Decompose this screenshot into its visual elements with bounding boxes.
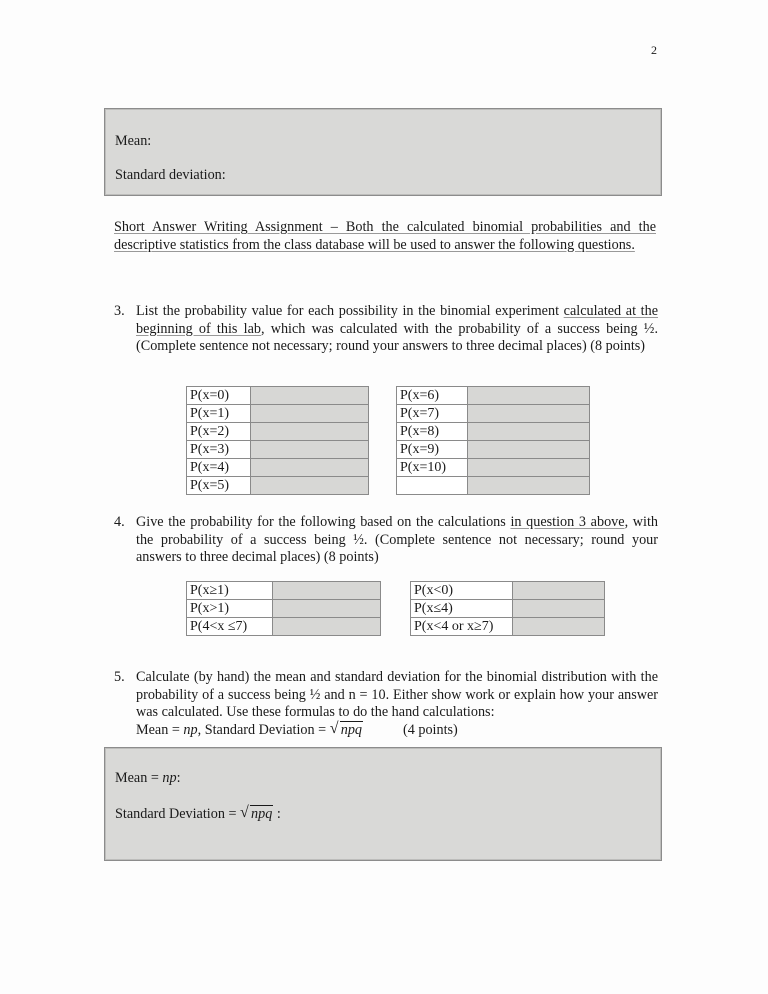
question-number: 5. [114, 669, 125, 685]
answer-cell[interactable] [273, 582, 381, 600]
question-text: Give the probability for the following based on the calculations in question 3 above, with the probability of a success being ½. (Complete sentence not necessary; round your answers to three decimal places) (8 points) [136, 514, 658, 565]
sqrt-icon: √ npq [329, 719, 362, 738]
answer-cell[interactable] [513, 582, 605, 600]
question-number: 4. [114, 514, 125, 530]
sqrt-icon: √ npq [240, 804, 273, 822]
prob-label: P(x<4 or x≥7) [411, 618, 513, 636]
answer-cell[interactable] [251, 441, 369, 459]
answer-cell[interactable] [468, 477, 590, 495]
formula-mean-label: Mean = [136, 721, 184, 738]
prob-label: P(x=9) [397, 441, 468, 459]
answer-cell[interactable] [273, 600, 381, 618]
prob-label: P(x>1) [187, 600, 273, 618]
answer-cell[interactable] [251, 459, 369, 477]
prob-label: P(4<x ≤7) [187, 618, 273, 636]
prob-label: P(x=5) [187, 477, 251, 495]
answer-cell[interactable] [251, 423, 369, 441]
q4-table-right [410, 581, 605, 636]
mean-label: Mean: [115, 133, 152, 149]
points-label: (4 points) [403, 721, 458, 738]
prob-label: P(x=0) [187, 387, 251, 405]
mean-np-label: Mean = np: [115, 770, 181, 786]
question-number: 3. [114, 303, 125, 319]
formula-std-label: , Standard Deviation = [197, 721, 330, 738]
prob-label-empty [397, 477, 468, 495]
question-text: List the probability value for each possibility in the binomial experiment calculated at the beginning of this lab, which was calculated with the probability of a success being ½. (Complete sentence not necessary; round your answers to three decimal places) (8 points) [136, 303, 658, 354]
answer-box-mean-std[interactable] [104, 108, 662, 196]
answer-cell[interactable] [513, 618, 605, 636]
q3-table-left [186, 386, 369, 495]
answer-cell[interactable] [251, 387, 369, 405]
prob-label: P(x=2) [187, 423, 251, 441]
answer-cell[interactable] [468, 387, 590, 405]
prob-label: P(x≥1) [187, 582, 273, 600]
answer-cell[interactable] [251, 405, 369, 423]
answer-cell[interactable] [468, 459, 590, 477]
prob-label: P(x=6) [397, 387, 468, 405]
prob-label: P(x=4) [187, 459, 251, 477]
answer-cell[interactable] [251, 477, 369, 495]
answer-cell[interactable] [273, 618, 381, 636]
prob-label: P(x=10) [397, 459, 468, 477]
std-deviation-label: Standard deviation: [115, 167, 226, 183]
q4-table-left [186, 581, 381, 636]
answer-cell[interactable] [468, 405, 590, 423]
q3-table-right [396, 386, 590, 495]
prob-label: P(x≤4) [411, 600, 513, 618]
assignment-intro: Short Answer Writing Assignment – Both the calculated binomial probabilities and the descriptive statistics from the class database will be used to answer the following questions. [114, 219, 656, 253]
page-number: 2 [651, 43, 657, 57]
answer-box-hand-calc[interactable] [104, 747, 662, 861]
formula-mean-expr: np [183, 721, 198, 738]
std-npq-label: Standard Deviation = √ npq : [115, 804, 281, 822]
question-text: Calculate (by hand) the mean and standard deviation for the binomial distribution with the probability of a success being ½ and n = 10. Either show work or explain how your answer was calculated. Use these formulas to do the hand calculations: Mean = np, Standard Deviation = √ npq (4 points) [136, 669, 658, 738]
prob-label: P(x=7) [397, 405, 468, 423]
prob-label: P(x=8) [397, 423, 468, 441]
prob-label: P(x=3) [187, 441, 251, 459]
answer-cell[interactable] [468, 423, 590, 441]
prob-label: P(x<0) [411, 582, 513, 600]
answer-cell[interactable] [513, 600, 605, 618]
answer-cell[interactable] [468, 441, 590, 459]
prob-label: P(x=1) [187, 405, 251, 423]
